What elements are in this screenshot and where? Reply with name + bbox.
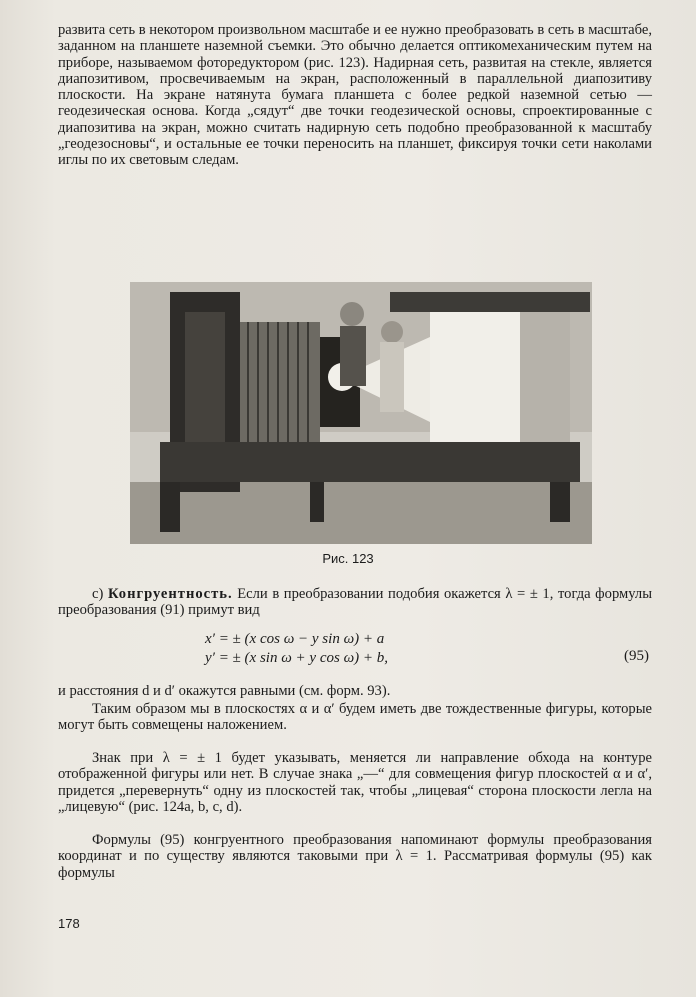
term-congruence: Конгруентность. <box>107 586 233 602</box>
paragraph-distances: и расстояния d и d′ окажутся равными (см. форм. 93). <box>58 683 391 699</box>
paragraph-congruence <box>58 586 652 619</box>
list-marker: с) <box>92 586 108 602</box>
figure-photoreductor-photo <box>130 282 592 544</box>
paragraph-sign-lambda: Знак при λ = ± 1 будет указывать, меняется ли направление обхода на контуре отображенной фигуры или нет. В случае знака „—“ для совмещения фигур плоскостей α и α′, придется „перевернуть“ одну из плоскостей так, чтобы „лицевая“ сторона плоскости легла на „лицевую“ (рис. 124a, b, c, d). <box>58 750 652 815</box>
figure-caption: Рис. 123 <box>322 551 374 566</box>
page-number: 178 <box>58 916 80 931</box>
photoreductor-photo <box>130 282 592 544</box>
paragraph-photoreductor: развита сеть в некотором произвольном масштабе и ее нужно преобразовать в сеть в масштабе, заданном на планшете наземной съемки. Это обычно делается оптикомеханическим путем на приборе, называемом фоторедуктором (рис. 123). Надирная сеть, развитая на стекле, является диапозитивом, просвечиваемым на экран, расположенный в параллельной диапозитиву плоскости. На экране натянута бумага планшета с более редкой наземной сетью — геодезическая основа. Когда „сядут“ две точки геодезической основы, спроектированные с диапозитива на экран, можно считать надирную сеть подобно преобразованной к масштабу „геодезосновы“, и остальные ее точки переносить на планшет, фиксируя точки сети наколами иглы по их световым следам. <box>58 22 652 169</box>
formula-x-prime: x′ = ± (x cos ω − y sin ω) + a <box>205 631 385 647</box>
paragraph-congruence-text: Если в преобразовании подобия окажется λ = ± 1, тогда формулы преобразования (91) примут вид <box>58 586 652 619</box>
equation-number: (95) <box>624 648 649 664</box>
formula-y-prime: y′ = ± (x sin ω + y cos ω) + b, <box>205 650 389 666</box>
paragraph-identical-figures: Таким образом мы в плоскостях α и α′ будем иметь две тождественные фигуры, которые могут быть совмещены наложением. <box>58 701 652 734</box>
paragraph-formulas-95: Формулы (95) конгруентного преобразования напоминают формулы преобразования координат и по существу являются таковыми при λ = 1. Рассматривая формулы (95) как формулы <box>58 832 652 881</box>
